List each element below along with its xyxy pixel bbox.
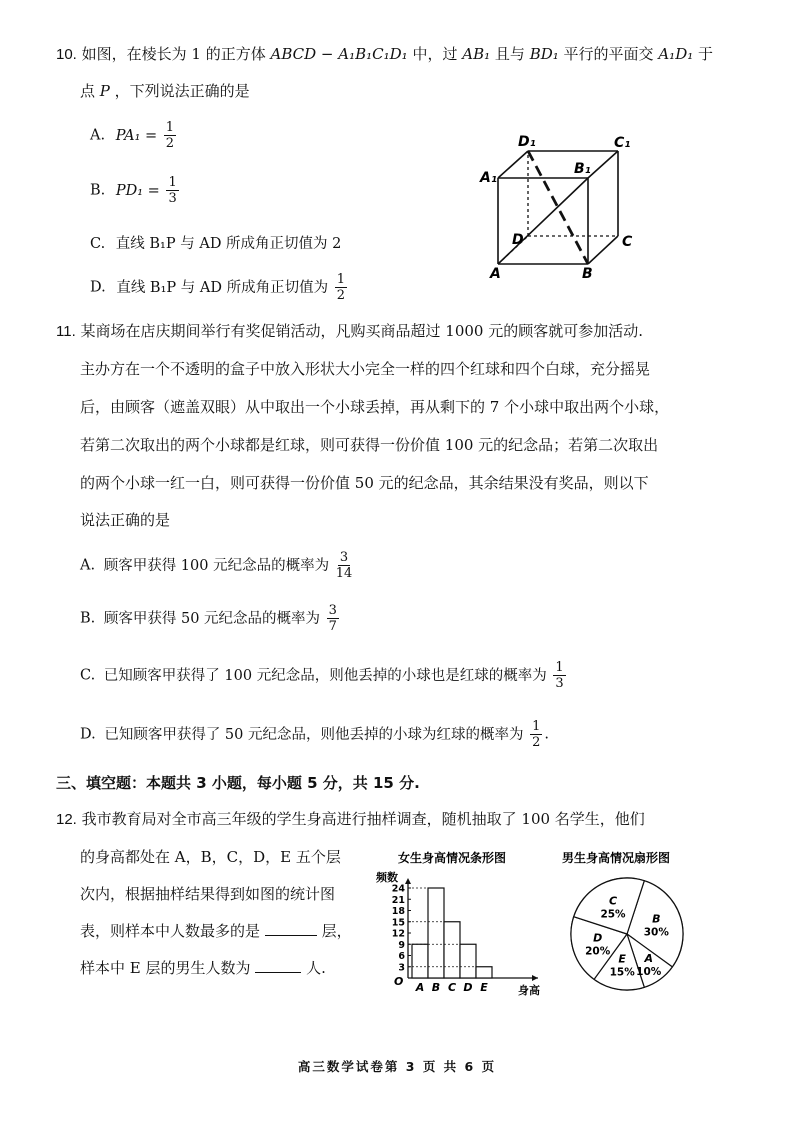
section-heading: 三、填空题：本题共 3 小题，每小题 5 分，共 15 分. xyxy=(56,774,420,792)
pie-slice-value: 30% xyxy=(643,926,669,939)
fraction: $\frac{1}{3}$ xyxy=(168,175,177,206)
bar-chart-origin: O xyxy=(394,975,404,988)
answer-blank-1[interactable] xyxy=(265,921,317,936)
pie-slice-label: B xyxy=(652,912,661,926)
vertex-label-c: C xyxy=(622,234,633,250)
q10-stem-line1: 10. 如图，在棱长为 1 的正方体 ABCD − A₁B₁C₁D₁ 中，过 AB₁ 且与 BD₁ 平行的平面交 A₁D₁ 于 xyxy=(56,45,714,63)
bar-chart-bar-d xyxy=(460,944,476,978)
q11-option-b: B. 顾客甲获得 50 元纪念品的概率为 $\frac{3}{7}$ xyxy=(80,603,337,634)
edge-b-c xyxy=(588,236,618,264)
q11-number: 11. xyxy=(56,323,76,340)
pie-chart xyxy=(562,848,712,1000)
pie-slice-value: 15% xyxy=(609,966,635,979)
q10-option-c: C. 直线 B₁P 与 AD 所成角正切值为 2 xyxy=(90,236,342,252)
bar-chart-category-label: A xyxy=(415,981,425,994)
bar-chart-bar-b xyxy=(428,888,444,978)
bar-chart-tick-label: 21 xyxy=(391,894,405,906)
cube-figure xyxy=(470,128,650,283)
q11-stem-line2: 主办方在一个不透明的盒子中放入形状大小完全一样的四个红球和四个白球，充分摇晃 xyxy=(80,360,651,378)
fraction: $\frac{3}{14}$ xyxy=(335,550,353,581)
bar-chart-title: 女生身高情况条形图 xyxy=(398,851,507,865)
pie-slice-value: 20% xyxy=(585,945,611,958)
q11-stem-line5: 的两个小球一红一白，则可获得一份价值 50 元的纪念品，其余结果没有奖品，则以下 xyxy=(80,474,649,492)
q12-stem-line4: 表，则样本中人数最多的是 层， xyxy=(80,922,352,940)
vertex-label-b: B xyxy=(582,266,593,282)
q11-option-a: A. 顾客甲获得 100 元纪念品的概率为 $\frac{3}{14}$ xyxy=(80,550,353,581)
fraction: $\frac{1}{2}$ xyxy=(165,120,175,151)
bar-chart-x-arrow xyxy=(532,975,538,981)
q12-stem-line5: 样本中 E 层的男生人数为 人. xyxy=(80,959,326,977)
bar-chart-xlabel: 身高 xyxy=(518,984,540,997)
edge-d1-a1 xyxy=(498,151,528,178)
bar-chart xyxy=(372,848,560,1000)
bar-chart-tick-label: 18 xyxy=(391,906,405,917)
vertex-label-c1: C₁ xyxy=(614,135,631,151)
q10-number: 10. xyxy=(56,46,77,63)
bar-chart-tick-label: 6 xyxy=(398,951,405,962)
q12-stem-line1: 12. 我市教育局对全市高三年级的学生身高进行抽样调查，随机抽取了 100 名学生，他们 xyxy=(56,810,645,828)
pie-slice-value: 10% xyxy=(636,965,662,978)
q11-stem-line3: 后，由顾客（遮盖双眼）从中取出一个小球丢掉，再从剩下的 7 个小球中取出两个小球， xyxy=(80,398,670,416)
bar-chart-tick-label: 24 xyxy=(391,883,405,895)
vertex-label-b1: B₁ xyxy=(574,161,591,177)
bar-chart-bar-e xyxy=(476,967,492,978)
q10-stem-line2: 点 P ，下列说法正确的是 xyxy=(80,82,250,100)
bar-chart-tick-label: 9 xyxy=(398,939,405,951)
bar-chart-y-arrow xyxy=(405,878,411,884)
q11-option-c: C. 已知顾客甲获得了 100 元纪念品，则他丢掉的小球也是红球的概率为 $\frac{1}{3}$ xyxy=(80,660,564,691)
q12-stem-line3: 次内，根据抽样结果得到如图的统计图 xyxy=(80,885,336,903)
q10-option-d: D. 直线 B₁P 与 AD 所成角正切值为 $\frac{1}{2}$ xyxy=(90,272,345,303)
pie-slice-label: E xyxy=(618,952,626,966)
vertex-label-d1: D₁ xyxy=(518,134,536,150)
bar-chart-category-label: D xyxy=(463,981,473,994)
fraction: $\frac{1}{2}$ xyxy=(532,719,541,750)
q11-stem-line4: 若第二次取出的两个小球都是红球，则可获得一份价值 100 元的纪念品；若第二次取出 xyxy=(80,436,659,454)
pie-slice-label: A xyxy=(644,951,653,965)
answer-blank-2[interactable] xyxy=(255,958,301,973)
fraction: $\frac{1}{2}$ xyxy=(336,272,345,303)
fraction: $\frac{3}{7}$ xyxy=(328,603,337,634)
fraction: $\frac{1}{3}$ xyxy=(555,660,564,691)
q11-stem-line6: 说法正确的是 xyxy=(80,511,171,529)
pie-chart-title: 男生身高情况扇形图 xyxy=(562,851,671,865)
q10-option-a: A. PA₁ = $\frac{1}{2}$ xyxy=(90,120,175,151)
q10-option-b: B. PD₁ = $\frac{1}{3}$ xyxy=(90,175,177,206)
edge-b1-c1 xyxy=(588,151,618,178)
bar-chart-category-label: B xyxy=(431,981,441,994)
bar-chart-ylabel: 频数 xyxy=(376,871,398,884)
bar-chart-bar-a xyxy=(412,944,428,978)
bar-chart-tick-label: 15 xyxy=(391,917,405,929)
q12-stem-line2: 的身高都处在 A，B，C，D，E 五个层 xyxy=(80,848,341,866)
vertex-label-a: A xyxy=(490,266,501,282)
q11-stem-line1: 11. 某商场在店庆期间举行有奖促销活动，凡购买商品超过 1000 元的顾客就可参加活动. xyxy=(56,322,644,340)
page-footer: 高三数学试卷第 3 页 共 6 页 xyxy=(297,1059,497,1074)
bar-chart-category-label: E xyxy=(480,981,488,994)
bar-chart-category-label: C xyxy=(447,981,457,994)
q11-option-d: D. 已知顾客甲获得了 50 元纪念品，则他丢掉的小球为红球的概率为 $\frac{1}{2}$ . xyxy=(80,719,549,750)
bar-chart-tick-label: 12 xyxy=(391,928,405,940)
pie-slice-label: D xyxy=(593,931,603,945)
pie-slice-label: C xyxy=(608,894,618,908)
q12-number: 12. xyxy=(56,811,77,828)
bar-chart-bar-c xyxy=(444,922,460,978)
bar-chart-tick-label: 3 xyxy=(398,962,405,974)
vertex-label-a1: A₁ xyxy=(480,170,497,186)
pie-slice-value: 25% xyxy=(600,908,626,921)
vertex-label-d: D xyxy=(512,232,524,248)
